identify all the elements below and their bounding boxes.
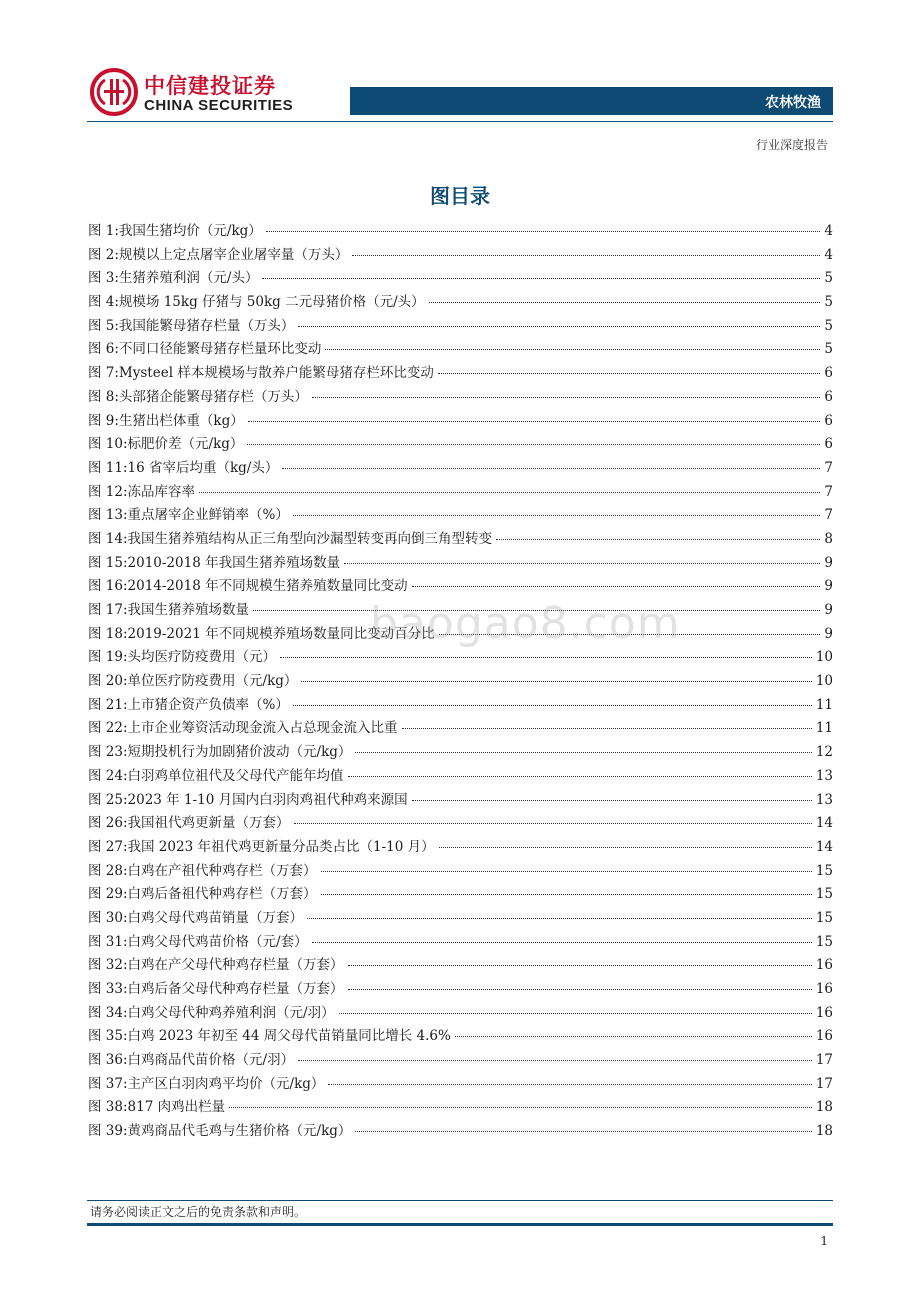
toc-leader-dots [294,823,812,824]
toc-leader-dots [298,326,820,327]
toc-entry-label[interactable]: 图 33:白鸡后备父母代种鸡存栏量（万套） [88,981,344,997]
toc-entry-page[interactable]: 16 [815,1004,833,1021]
toc-entry-page[interactable]: 18 [815,1123,833,1140]
toc-entry-page[interactable]: 7 [824,507,833,524]
toc-leader-dots [339,1013,812,1014]
toc-entry[interactable] [88,645,833,669]
toc-entry-label[interactable]: 图 23:短期投机行为加剧猪价波动（元/kg） [88,744,352,761]
toc-entry-page[interactable]: 15 [815,933,833,950]
toc-entry[interactable] [88,1001,833,1025]
toc-entry-page[interactable]: 10 [815,649,833,666]
toc-entry-page[interactable]: 15 [815,862,833,879]
toc-leader-dots [262,278,820,279]
toc-leader-dots [282,468,820,469]
toc-entry-page[interactable]: 16 [815,981,833,997]
toc-entry[interactable] [88,977,833,1001]
toc-entry-label[interactable]: 图 24:白羽鸡单位祖代及父母代产能年均值 [88,767,344,784]
toc-entry-label[interactable]: 图 32:白鸡在产父母代种鸡存栏量（万套） [88,957,344,974]
toc-entry[interactable] [88,764,833,788]
page-number: 1 [820,1234,828,1248]
china-securities-logo-icon [90,68,138,116]
toc-entry-label[interactable]: 图 39:黄鸡商品代毛鸡与生猪价格（元/kg） [88,1123,352,1140]
toc-entry[interactable] [88,1024,833,1048]
toc-leader-dots [438,373,821,374]
toc-entry-label[interactable]: 图 28:白鸡在产祖代种鸡存栏（万套） [88,862,317,879]
toc-leader-dots [344,563,820,564]
toc-entry-page[interactable]: 11 [815,720,833,737]
toc-entry-page[interactable]: 17 [815,1075,833,1092]
toc-entry[interactable] [88,882,833,906]
toc-leader-dots [293,515,821,516]
toc-entry-label[interactable]: 图 22:上市企业筹资活动现金流入占总现金流入比重 [88,720,398,737]
toc-entry-label[interactable]: 图 31:白鸡父母代鸡苗价格（元/套） [88,933,308,950]
toc-entry[interactable] [88,669,833,693]
toc-entry-page[interactable]: 14 [815,815,833,832]
toc-entry-page[interactable]: 13 [815,767,833,784]
toc-entry-page[interactable]: 17 [815,1052,833,1069]
toc-leader-dots [312,942,812,943]
sector-banner [350,87,833,115]
toc-leader-dots [348,776,812,777]
toc-entry-label[interactable]: 图 2:规模以上定点屠宰企业屠宰量（万头） [88,246,349,263]
toc-entry-page[interactable]: 5 [824,317,833,334]
toc-entry[interactable] [88,598,833,622]
toc-leader-dots [439,847,812,848]
toc-leader-dots [496,539,820,540]
toc-leader-dots [321,871,812,872]
toc-entry[interactable] [88,930,833,954]
toc-entry-page[interactable]: 9 [824,554,833,571]
toc-entry[interactable] [88,456,833,480]
toc-entry-label[interactable]: 图 17:我国生猪养殖场数量 [88,602,250,618]
company-name-cn: 中信建投证券 [144,74,276,98]
toc-entry[interactable] [88,432,833,456]
toc-entry[interactable] [88,243,833,267]
toc-entry-label[interactable]: 图 3:生猪养殖利润（元/头） [88,270,259,287]
toc-entry-page[interactable]: 12 [815,744,833,761]
toc-entry-page[interactable]: 16 [815,957,833,974]
toc-entry-label[interactable]: 图 15:2010-2018 年我国生猪养殖场数量 [88,554,341,571]
toc-entry-page[interactable]: 6 [824,436,833,453]
toc-entry[interactable] [88,527,833,551]
toc-entry[interactable] [88,219,833,243]
toc-entry[interactable] [88,693,833,717]
toc-entry-page[interactable]: 7 [824,483,833,500]
toc-entry-label[interactable]: 图 12:冻品库容率 [88,483,196,500]
toc-entry-page[interactable]: 6 [824,412,833,429]
toc-entry-page[interactable]: 11 [815,696,833,713]
toc-entry-page[interactable]: 6 [824,365,833,382]
toc-entry-label[interactable]: 图 30:白鸡父母代鸡苗销量（万套） [88,909,304,926]
toc-leader-dots [429,302,821,303]
header-divider [87,121,833,122]
toc-leader-dots [321,894,812,895]
toc-entry-label[interactable]: 图 35:白鸡 2023 年初至 44 周父母代苗销量同比增长 4.6% [88,1028,451,1045]
toc-entry-label[interactable]: 图 34:白鸡父母代种鸡养殖利润（元/羽） [88,1004,335,1021]
company-name-en: CHINA SECURITIES [144,97,294,114]
toc-entry[interactable] [88,503,833,527]
toc-entry[interactable] [88,740,833,764]
company-logo [90,68,294,118]
toc-leader-dots [247,444,820,445]
toc-entry-page[interactable]: 14 [815,838,833,855]
report-type: 行业深度报告 [755,138,828,152]
toc-entry[interactable] [88,574,833,598]
toc-entry-page[interactable]: 10 [815,673,833,690]
toc-entry-page[interactable]: 7 [824,459,833,476]
toc-leader-dots [412,586,821,587]
toc-leader-dots [455,1036,812,1037]
toc-entry-page[interactable]: 13 [815,791,833,808]
toc-leader-dots [355,752,811,753]
toc-entry-label[interactable]: 图 7:Mysteel 样本规模场与散养户能繁母猪存栏环比变动 [88,365,434,382]
toc-entry-label[interactable]: 图 38:817 肉鸡出栏量 [88,1099,226,1116]
toc-entry-label[interactable]: 图 18:2019-2021 年不同规模养殖场数量同比变动百分比 [88,625,435,642]
toc-leader-dots [325,349,820,350]
toc-entry-page[interactable]: 16 [815,1028,833,1045]
toc-entry-label[interactable]: 图 1:我国生猪均价（元/kg） [88,223,262,239]
toc-entry[interactable] [88,716,833,740]
toc-entry-label[interactable]: 图 11:16 省宰后均重（kg/头） [88,459,279,476]
toc-leader-dots [199,492,820,493]
toc-entry-label[interactable]: 图 36:白鸡商品代苗价格（元/羽） [88,1052,295,1069]
page-header [0,0,920,160]
toc-entry[interactable] [88,361,833,385]
toc-entry[interactable] [88,1048,833,1072]
toc-entry-label[interactable]: 图 5:我国能繁母猪存栏量（万头） [88,317,295,334]
toc-leader-dots [229,1107,812,1108]
toc-entry-label[interactable]: 图 6:不同口径能繁母猪存栏量环比变动 [88,341,322,358]
toc-leader-dots [402,728,812,729]
toc-entry[interactable] [88,859,833,883]
toc-entry[interactable] [88,811,833,835]
toc-leader-dots [253,610,820,611]
toc-leader-dots [312,397,820,398]
footer-divider [87,1200,833,1201]
toc-entry-page[interactable]: 15 [815,886,833,903]
toc-entry-page[interactable]: 18 [815,1099,833,1116]
toc-entry-label[interactable]: 图 19:头均医疗防疫费用（元） [88,649,277,666]
toc-entry[interactable] [88,788,833,812]
toc-entry[interactable] [88,953,833,977]
toc-entry[interactable] [88,409,833,433]
toc-entry[interactable] [88,551,833,575]
toc-leader-dots [298,1060,812,1061]
toc-title: 图目录 [430,184,490,208]
toc-entry[interactable] [88,1119,833,1143]
toc-entry-page[interactable]: 5 [824,270,833,287]
toc-entry[interactable] [88,385,833,409]
toc-entry-page[interactable]: 4 [824,246,833,263]
toc-leader-dots [355,1131,811,1132]
toc-entry[interactable] [88,480,833,504]
sector-label: 农林牧渔 [765,95,821,111]
toc-entry[interactable] [88,337,833,361]
toc-leader-dots [412,800,812,801]
toc-entry[interactable] [88,835,833,859]
toc-entry-label[interactable]: 图 29:白鸡后备祖代种鸡存栏（万套） [88,886,317,903]
toc-entry-label[interactable]: 图 25:2023 年 1-10 月国内白羽肉鸡祖代种鸡来源国 [88,791,408,808]
toc-leader-dots [266,231,821,232]
toc-leader-dots [293,705,812,706]
toc-entry-label[interactable]: 图 26:我国祖代鸡更新量（万套） [88,815,290,832]
toc-entry-label[interactable]: 图 27:我国 2023 年祖代鸡更新量分品类占比（1-10 月） [88,838,435,855]
toc-entry-label[interactable]: 图 10:标肥价差（元/kg） [88,436,244,453]
toc-entry-label[interactable]: 图 14:我国生猪养殖结构从正三角型向沙漏型转变再向倒三角型转变 [88,530,493,547]
watermark: baogao8.com [370,598,681,649]
toc-entry[interactable] [88,290,833,314]
toc-entry-label[interactable]: 图 8:头部猪企能繁母猪存栏（万头） [88,388,308,405]
toc-entry[interactable] [88,1095,833,1119]
footer-bar [87,1223,833,1226]
toc-entry-label[interactable]: 图 37:主产区白羽肉鸡平均价（元/kg） [88,1075,325,1092]
toc-entry-page[interactable]: 9 [824,625,833,642]
toc-entry-page[interactable]: 4 [824,223,833,239]
toc-leader-dots [280,657,812,658]
toc-entry-page[interactable]: 9 [824,602,833,618]
toc-leader-dots [301,681,811,682]
toc-entry-label[interactable]: 图 9:生猪出栏体重（kg） [88,412,244,429]
toc-entry-page[interactable]: 6 [824,388,833,405]
toc-leader-dots [348,989,812,990]
toc-entry-page[interactable]: 15 [815,909,833,926]
toc-entry-label[interactable]: 图 20:单位医疗防疫费用（元/kg） [88,673,298,690]
disclaimer: 请务必阅读正文之后的免责条款和声明。 [90,1205,307,1219]
toc-leader-dots [307,918,812,919]
toc-entry-label[interactable]: 图 16:2014-2018 年不同规模生猪养殖数量同比变动 [88,578,408,595]
toc-entry-page[interactable]: 5 [824,294,833,311]
toc-leader-dots [328,1084,811,1085]
toc-entry-page[interactable]: 8 [824,530,833,547]
toc-leader-dots [348,965,812,966]
figure-toc-list [88,219,833,1143]
toc-entry[interactable] [88,314,833,338]
toc-entry-label[interactable]: 图 13:重点屠宰企业鲜销率（%） [88,507,289,524]
toc-leader-dots [439,634,821,635]
toc-leader-dots [248,421,821,422]
toc-leader-dots [352,255,820,256]
toc-entry-label[interactable]: 图 21:上市猪企资产负债率（%） [88,696,289,713]
toc-entry[interactable] [88,906,833,930]
toc-entry-page[interactable]: 9 [824,578,833,595]
toc-entry[interactable] [88,622,833,646]
toc-entry[interactable] [88,1072,833,1096]
toc-entry-label[interactable]: 图 4:规模场 15kg 仔猪与 50kg 二元母猪价格（元/头） [88,294,425,311]
toc-entry-page[interactable]: 5 [824,341,833,358]
toc-entry[interactable] [88,266,833,290]
